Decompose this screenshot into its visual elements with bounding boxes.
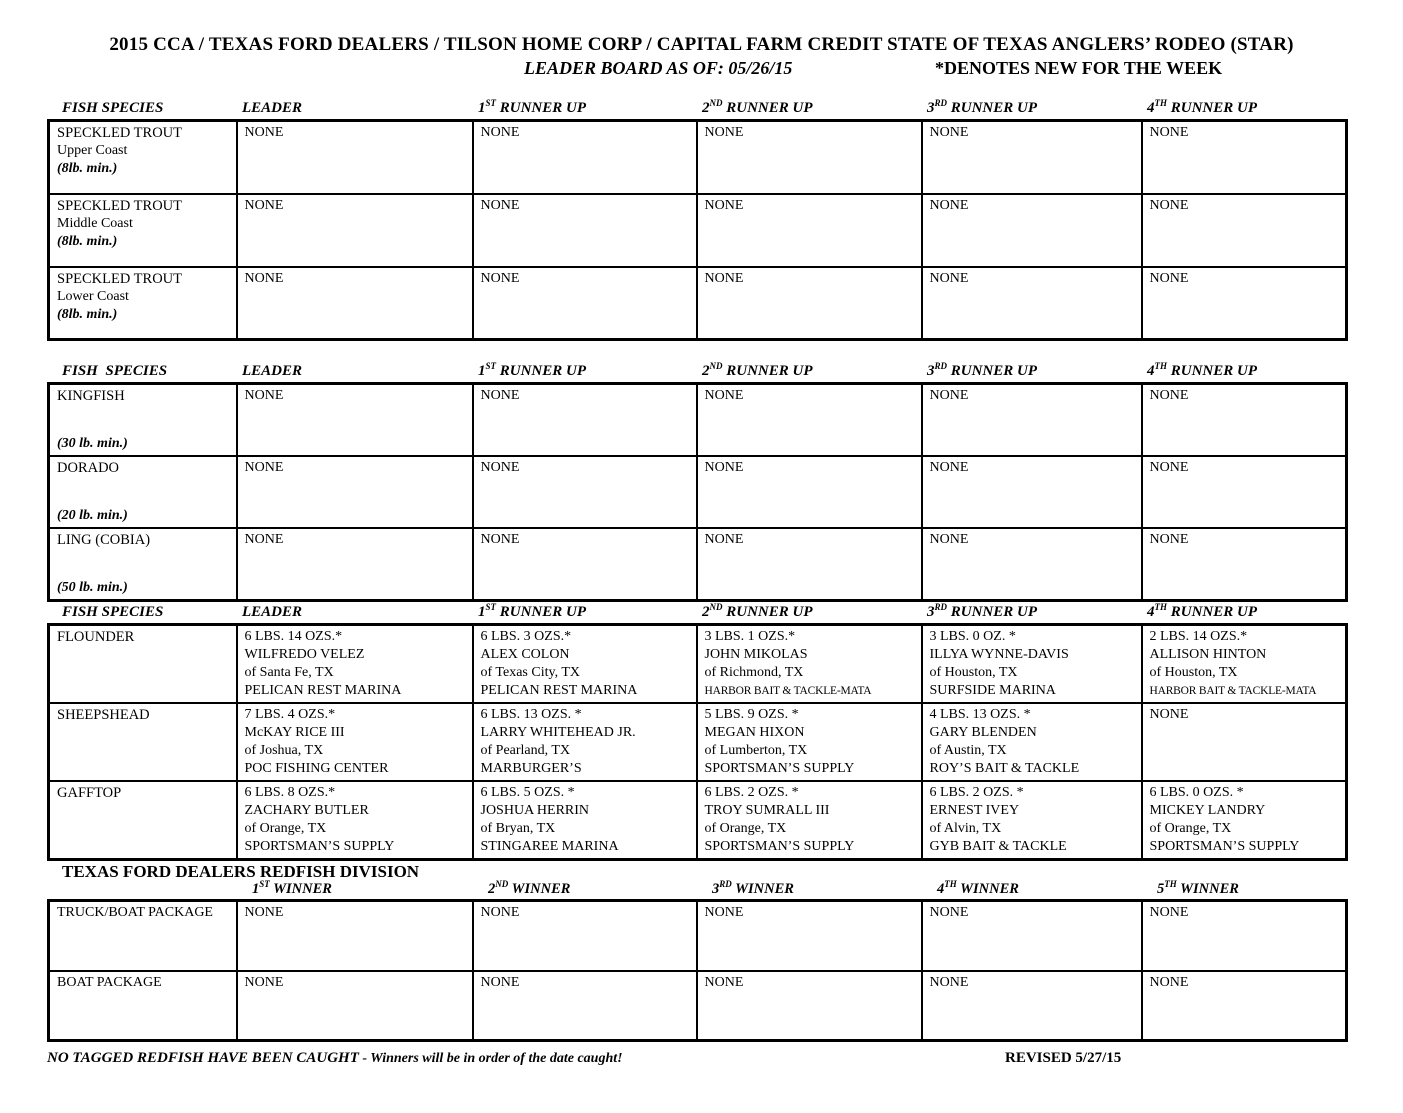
runner-up-2-cell — [697, 703, 922, 781]
shop-name: SPORTSMAN’S SUPPLY — [704, 839, 855, 854]
winner-4-cell: NONE — [922, 971, 1142, 1041]
species-min-line: (8lb. min.) — [57, 161, 118, 176]
shop-name: MARBURGER’S — [480, 761, 582, 776]
angler-city: of Pearland, TX — [480, 743, 571, 758]
leader-cell: NONE — [237, 267, 473, 340]
table-row — [49, 121, 1347, 194]
species-coast-line: Upper Coast — [57, 143, 128, 158]
angler-name: ILLYA WYNNE-DAVIS — [929, 647, 1069, 662]
species-name-line: KINGFISH — [57, 388, 125, 404]
winner-3-cell: NONE — [697, 971, 922, 1041]
column-header-winner-5 — [1140, 881, 1345, 899]
angler-name: MEGAN HIXON — [704, 725, 805, 740]
trout-table-header — [47, 98, 1349, 119]
runner-up-4-cell: NONE — [1142, 456, 1347, 528]
angler-name: McKAY RICE III — [244, 725, 345, 740]
column-header-runner-up-3 — [920, 602, 1140, 623]
ordinal-superscript: ST — [485, 361, 497, 371]
runner-up-3-cell — [922, 703, 1142, 781]
angler-city: of Austin, TX — [929, 743, 1007, 758]
table-row — [49, 625, 1347, 704]
ordinal-superscript: TH — [944, 879, 957, 890]
column-header-leader: LEADER — [242, 604, 303, 620]
shop-name: SPORTSMAN’S SUPPLY — [704, 761, 855, 776]
runner-up-1-cell — [473, 625, 697, 704]
shop-name: SPORTSMAN’S SUPPLY — [244, 839, 395, 854]
runner-up-4-cell: NONE — [1142, 121, 1347, 194]
speckled-trout-table — [47, 119, 1348, 341]
winner-3-cell: NONE — [697, 901, 922, 971]
header-num: 2 — [702, 363, 710, 379]
ordinal-superscript: ND — [495, 879, 509, 890]
column-header-runner-up-2 — [695, 98, 920, 119]
header-text: RUNNER UP — [496, 604, 587, 620]
runner-up-1-cell: NONE — [473, 194, 697, 267]
empty-header-cell — [47, 881, 235, 899]
no-tagged-redfish-notice: NO TAGGED REDFISH HAVE BEEN CAUGHT — [47, 1050, 359, 1066]
species-name-line: DORADO — [57, 460, 120, 476]
header-num: 2 — [702, 100, 710, 116]
species-cell — [49, 384, 237, 457]
angler-name: LARRY WHITEHEAD JR. — [480, 725, 636, 740]
weight-line: 6 LBS. 2 OZS. * — [929, 785, 1024, 800]
runner-up-4-cell: NONE — [1142, 267, 1347, 340]
offshore-species-table — [47, 382, 1348, 602]
species-name-line: SPECKLED TROUT — [57, 197, 183, 214]
runner-up-2-cell: NONE — [697, 267, 922, 340]
header-num: 3 — [927, 363, 935, 379]
species-min-line: (50 lb. min.) — [57, 580, 128, 595]
package-label-cell: BOAT PACKAGE — [49, 971, 237, 1041]
column-header-runner-up-3 — [920, 361, 1140, 382]
leader-cell — [237, 625, 473, 704]
header-num: 1 — [478, 363, 486, 379]
weight-line: 3 LBS. 0 OZ. * — [929, 629, 1016, 644]
angler-city: of Alvin, TX — [929, 821, 1002, 836]
runner-up-1-cell: NONE — [473, 267, 697, 340]
shop-name: SURFSIDE MARINA — [929, 683, 1056, 698]
leader-cell — [237, 781, 473, 860]
redfish-division-table — [47, 899, 1348, 1042]
runner-up-1-cell: NONE — [473, 384, 697, 457]
species-cell — [49, 121, 237, 194]
header-text: WINNER — [269, 881, 332, 897]
header-text: WINNER — [1176, 881, 1239, 897]
column-header-runner-up-3 — [920, 98, 1140, 119]
shop-name: HARBOR BAIT & TACKLE-MATA — [704, 685, 872, 697]
header-num: 1 — [478, 100, 486, 116]
ordinal-superscript: TH — [1154, 602, 1167, 612]
runner-up-2-cell: NONE — [697, 456, 922, 528]
runner-up-3-cell: NONE — [922, 267, 1142, 340]
package-label-cell: TRUCK/BOAT PACKAGE — [49, 901, 237, 971]
column-header-fish-species: FISH SPECIES — [62, 604, 164, 620]
weight-line: 5 LBS. 9 OZS. * — [704, 707, 799, 722]
header-text: RUNNER UP — [1167, 100, 1258, 116]
runner-up-1-cell — [473, 703, 697, 781]
species-cell — [49, 703, 237, 781]
angler-name: GARY BLENDEN — [929, 725, 1037, 740]
column-header-runner-up-4 — [1140, 98, 1345, 119]
leader-cell: NONE — [237, 528, 473, 601]
species-min-line: (8lb. min.) — [57, 306, 118, 322]
angler-city: of Orange, TX — [704, 821, 787, 836]
runner-up-3-cell — [922, 625, 1142, 704]
species-name-line: SPECKLED TROUT — [57, 270, 183, 287]
angler-name: ALEX COLON — [480, 647, 570, 662]
header-num: 4 — [937, 881, 945, 897]
header-num: 2 — [702, 604, 710, 620]
header-text: WINNER — [731, 881, 794, 897]
page-title: 2015 CCA / TEXAS FORD DEALERS / TILSON HOME CORP / CAPITAL FARM CREDIT STATE OF TEXAS ANGLERS’ RODEO (STAR) — [109, 34, 1294, 55]
ordinal-superscript: RD — [934, 602, 948, 612]
runner-up-2-cell: NONE — [697, 194, 922, 267]
leader-cell: NONE — [237, 194, 473, 267]
runner-up-4-cell — [1142, 703, 1347, 781]
header-num: 5 — [1157, 881, 1165, 897]
weight-line: 6 LBS. 3 OZS.* — [480, 629, 572, 644]
header-num: 2 — [488, 881, 496, 897]
angler-name: TROY SUMRALL III — [704, 803, 830, 818]
column-header-runner-up-1 — [471, 361, 695, 382]
weight-line: 4 LBS. 13 OZS. * — [929, 707, 1031, 722]
column-header-runner-up-4 — [1140, 361, 1345, 382]
winner-4-cell: NONE — [922, 901, 1142, 971]
shop-name: STINGAREE MARINA — [480, 839, 619, 854]
header-text: RUNNER UP — [496, 100, 587, 116]
inshore-species-table — [47, 623, 1348, 861]
winner-1-cell: NONE — [237, 971, 473, 1041]
runner-up-1-cell: NONE — [473, 528, 697, 601]
angler-name: ERNEST IVEY — [929, 803, 1020, 818]
runner-up-4-cell — [1142, 625, 1347, 704]
species-cell — [49, 456, 237, 528]
runner-up-2-cell: NONE — [697, 528, 922, 601]
ordinal-superscript: RD — [934, 98, 948, 108]
shop-name: ROY’S BAIT & TACKLE — [929, 761, 1080, 776]
table-row — [49, 456, 1347, 528]
leader-cell — [237, 703, 473, 781]
column-header-fish-species: FISH SPECIES — [62, 100, 164, 116]
weight-line: 6 LBS. 13 OZS. * — [480, 707, 582, 722]
leader-cell: NONE — [237, 456, 473, 528]
winner-2-cell: NONE — [473, 901, 697, 971]
species-min-line: (30 lb. min.) — [57, 436, 128, 451]
header-text: RUNNER UP — [947, 363, 1038, 379]
angler-city: of Lumberton, TX — [704, 743, 808, 758]
weight-line: 6 LBS. 8 OZS.* — [244, 785, 336, 800]
column-header-winner-3 — [695, 881, 920, 899]
leader-cell: NONE — [237, 121, 473, 194]
runner-up-4-cell: NONE — [1142, 528, 1347, 601]
table-row — [49, 971, 1347, 1041]
species-name-line: LING (COBIA) — [57, 532, 151, 548]
angler-city: of Texas City, TX — [480, 665, 580, 680]
ordinal-superscript: TH — [1164, 879, 1177, 890]
ordinal-superscript: ST — [485, 98, 497, 108]
new-for-week-note: *DENOTES NEW FOR THE WEEK — [935, 58, 1223, 78]
header-num: 4 — [1147, 100, 1155, 116]
header-text: RUNNER UP — [722, 604, 813, 620]
header-text: RUNNER UP — [1167, 604, 1258, 620]
leader-cell: NONE — [237, 384, 473, 457]
column-header-fish-species: FISH SPECIES — [62, 363, 168, 379]
species-min-line: (8lb. min.) — [57, 233, 118, 249]
shop-name: SPORTSMAN’S SUPPLY — [1149, 839, 1300, 854]
column-header-winner-4 — [920, 881, 1140, 899]
header-num: 3 — [712, 881, 720, 897]
weight-line: 6 LBS. 0 OZS. * — [1149, 785, 1244, 800]
species-coast-line: Middle Coast — [57, 215, 133, 231]
shop-name: PELICAN REST MARINA — [244, 683, 402, 698]
runner-up-1-cell — [473, 781, 697, 860]
runner-up-1-cell: NONE — [473, 121, 697, 194]
species-cell — [49, 528, 237, 601]
species-name-line: FLOUNDER — [57, 629, 135, 645]
runner-up-4-cell — [1142, 781, 1347, 860]
shop-name: GYB BAIT & TACKLE — [929, 839, 1067, 854]
angler-name: ZACHARY BUTLER — [244, 803, 369, 818]
header-num: 1 — [478, 604, 486, 620]
species-min-line: (20 lb. min.) — [57, 508, 128, 523]
table-row — [49, 901, 1347, 971]
angler-name: JOSHUA HERRIN — [480, 803, 590, 818]
column-header-leader: LEADER — [242, 100, 303, 116]
column-header-runner-up-1 — [471, 602, 695, 623]
revised-date: REVISED 5/27/15 — [1005, 1050, 1122, 1066]
weight-line: 2 LBS. 14 OZS.* — [1149, 629, 1248, 644]
winner-2-cell: NONE — [473, 971, 697, 1041]
table-row — [49, 194, 1347, 267]
ordinal-superscript: ST — [485, 602, 497, 612]
header-text: WINNER — [956, 881, 1019, 897]
column-header-runner-up-4 — [1140, 602, 1345, 623]
header-num: 1 — [252, 881, 260, 897]
table-row — [49, 267, 1347, 340]
winners-order-note: - Winners will be in order of the date caught! — [358, 1051, 623, 1066]
leaderboard-sheet — [47, 98, 1349, 1072]
species-name-line: SHEEPSHEAD — [57, 707, 150, 723]
column-header-runner-up-2 — [695, 361, 920, 382]
angler-city: of Orange, TX — [1149, 821, 1232, 836]
winner-1-cell: NONE — [237, 901, 473, 971]
header-text: RUNNER UP — [496, 363, 587, 379]
shop-name: POC FISHING CENTER — [244, 761, 389, 776]
subtitle-row — [0, 58, 1403, 84]
header-text: RUNNER UP — [947, 604, 1038, 620]
angler-city: of Houston, TX — [929, 665, 1018, 680]
angler-name: MICKEY LANDRY — [1149, 803, 1266, 818]
angler-city: of Houston, TX — [1149, 665, 1238, 680]
angler-city: of Bryan, TX — [480, 821, 556, 836]
angler-name: WILFREDO VELEZ — [244, 647, 365, 662]
ordinal-superscript: TH — [1154, 361, 1167, 371]
winner-5-cell: NONE — [1142, 901, 1347, 971]
ordinal-superscript: ND — [709, 98, 723, 108]
species-name-line: GAFFTOP — [57, 785, 122, 801]
leaderboard-date: LEADER BOARD AS OF: 05/26/15 — [524, 58, 793, 78]
runner-up-1-cell: NONE — [473, 456, 697, 528]
angler-name: ALLISON HINTON — [1149, 647, 1267, 662]
runner-up-3-cell: NONE — [922, 456, 1142, 528]
angler-city: of Joshua, TX — [244, 743, 324, 758]
runner-up-3-cell: NONE — [922, 384, 1142, 457]
column-header-winner-2 — [471, 881, 695, 899]
header-text: RUNNER UP — [722, 100, 813, 116]
ordinal-superscript: RD — [934, 361, 948, 371]
runner-up-2-cell: NONE — [697, 121, 922, 194]
table-row — [49, 703, 1347, 781]
species-cell — [49, 625, 237, 704]
header-text: RUNNER UP — [947, 100, 1038, 116]
ordinal-superscript: ND — [709, 361, 723, 371]
ordinal-superscript: TH — [1154, 98, 1167, 108]
redfish-section-title: TEXAS FORD DEALERS REDFISH DIVISION — [62, 862, 420, 881]
weight-line: 3 LBS. 1 OZS.* — [704, 629, 796, 644]
angler-name: JOHN MIKOLAS — [704, 647, 808, 662]
weight-line: 6 LBS. 2 OZS. * — [704, 785, 799, 800]
runner-up-2-cell: NONE — [697, 384, 922, 457]
ordinal-superscript: RD — [719, 879, 732, 890]
header-num: 4 — [1147, 363, 1155, 379]
winner-5-cell: NONE — [1142, 971, 1347, 1041]
footer — [47, 1050, 1349, 1072]
runner-up-3-cell: NONE — [922, 194, 1142, 267]
offshore-table-header — [47, 361, 1349, 382]
column-header-leader: LEADER — [242, 363, 303, 379]
runner-up-4-cell: NONE — [1142, 194, 1347, 267]
angler-city: of Orange, TX — [244, 821, 327, 836]
shop-name: HARBOR BAIT & TACKLE-MATA — [1149, 685, 1317, 697]
species-cell — [49, 781, 237, 860]
species-coast-line: Lower Coast — [57, 288, 129, 304]
runner-up-4-cell: NONE — [1142, 384, 1347, 457]
species-name-line: SPECKLED TROUT — [57, 125, 183, 141]
runner-up-3-cell: NONE — [922, 528, 1142, 601]
table-row — [49, 781, 1347, 860]
species-cell — [49, 267, 237, 340]
ordinal-superscript: ST — [259, 879, 270, 890]
weight-line: 6 LBS. 5 OZS. * — [480, 785, 575, 800]
column-header-runner-up-2 — [695, 602, 920, 623]
weight-line: 7 LBS. 4 OZS.* — [244, 707, 336, 722]
ordinal-superscript: ND — [709, 602, 723, 612]
shop-name: PELICAN REST MARINA — [480, 683, 638, 698]
header-text: RUNNER UP — [722, 363, 813, 379]
runner-up-3-cell — [922, 781, 1142, 860]
runner-up-3-cell: NONE — [922, 121, 1142, 194]
table-row — [49, 384, 1347, 457]
runner-up-2-cell — [697, 625, 922, 704]
header-num: 3 — [927, 604, 935, 620]
header-num: 4 — [1147, 604, 1155, 620]
column-header-runner-up-1 — [471, 98, 695, 119]
header-text: WINNER — [508, 881, 571, 897]
column-header-winner-1 — [235, 881, 471, 899]
redfish-table-header — [47, 881, 1349, 899]
angler-city: of Richmond, TX — [704, 665, 804, 680]
angler-city: of Santa Fe, TX — [244, 665, 334, 680]
table-row — [49, 528, 1347, 601]
none-text: NONE — [1149, 707, 1189, 722]
weight-line: 6 LBS. 14 OZS.* — [244, 629, 343, 644]
inshore-table-header — [47, 602, 1349, 623]
runner-up-2-cell — [697, 781, 922, 860]
header-text: RUNNER UP — [1167, 363, 1258, 379]
species-cell — [49, 194, 237, 267]
header-num: 3 — [927, 100, 935, 116]
